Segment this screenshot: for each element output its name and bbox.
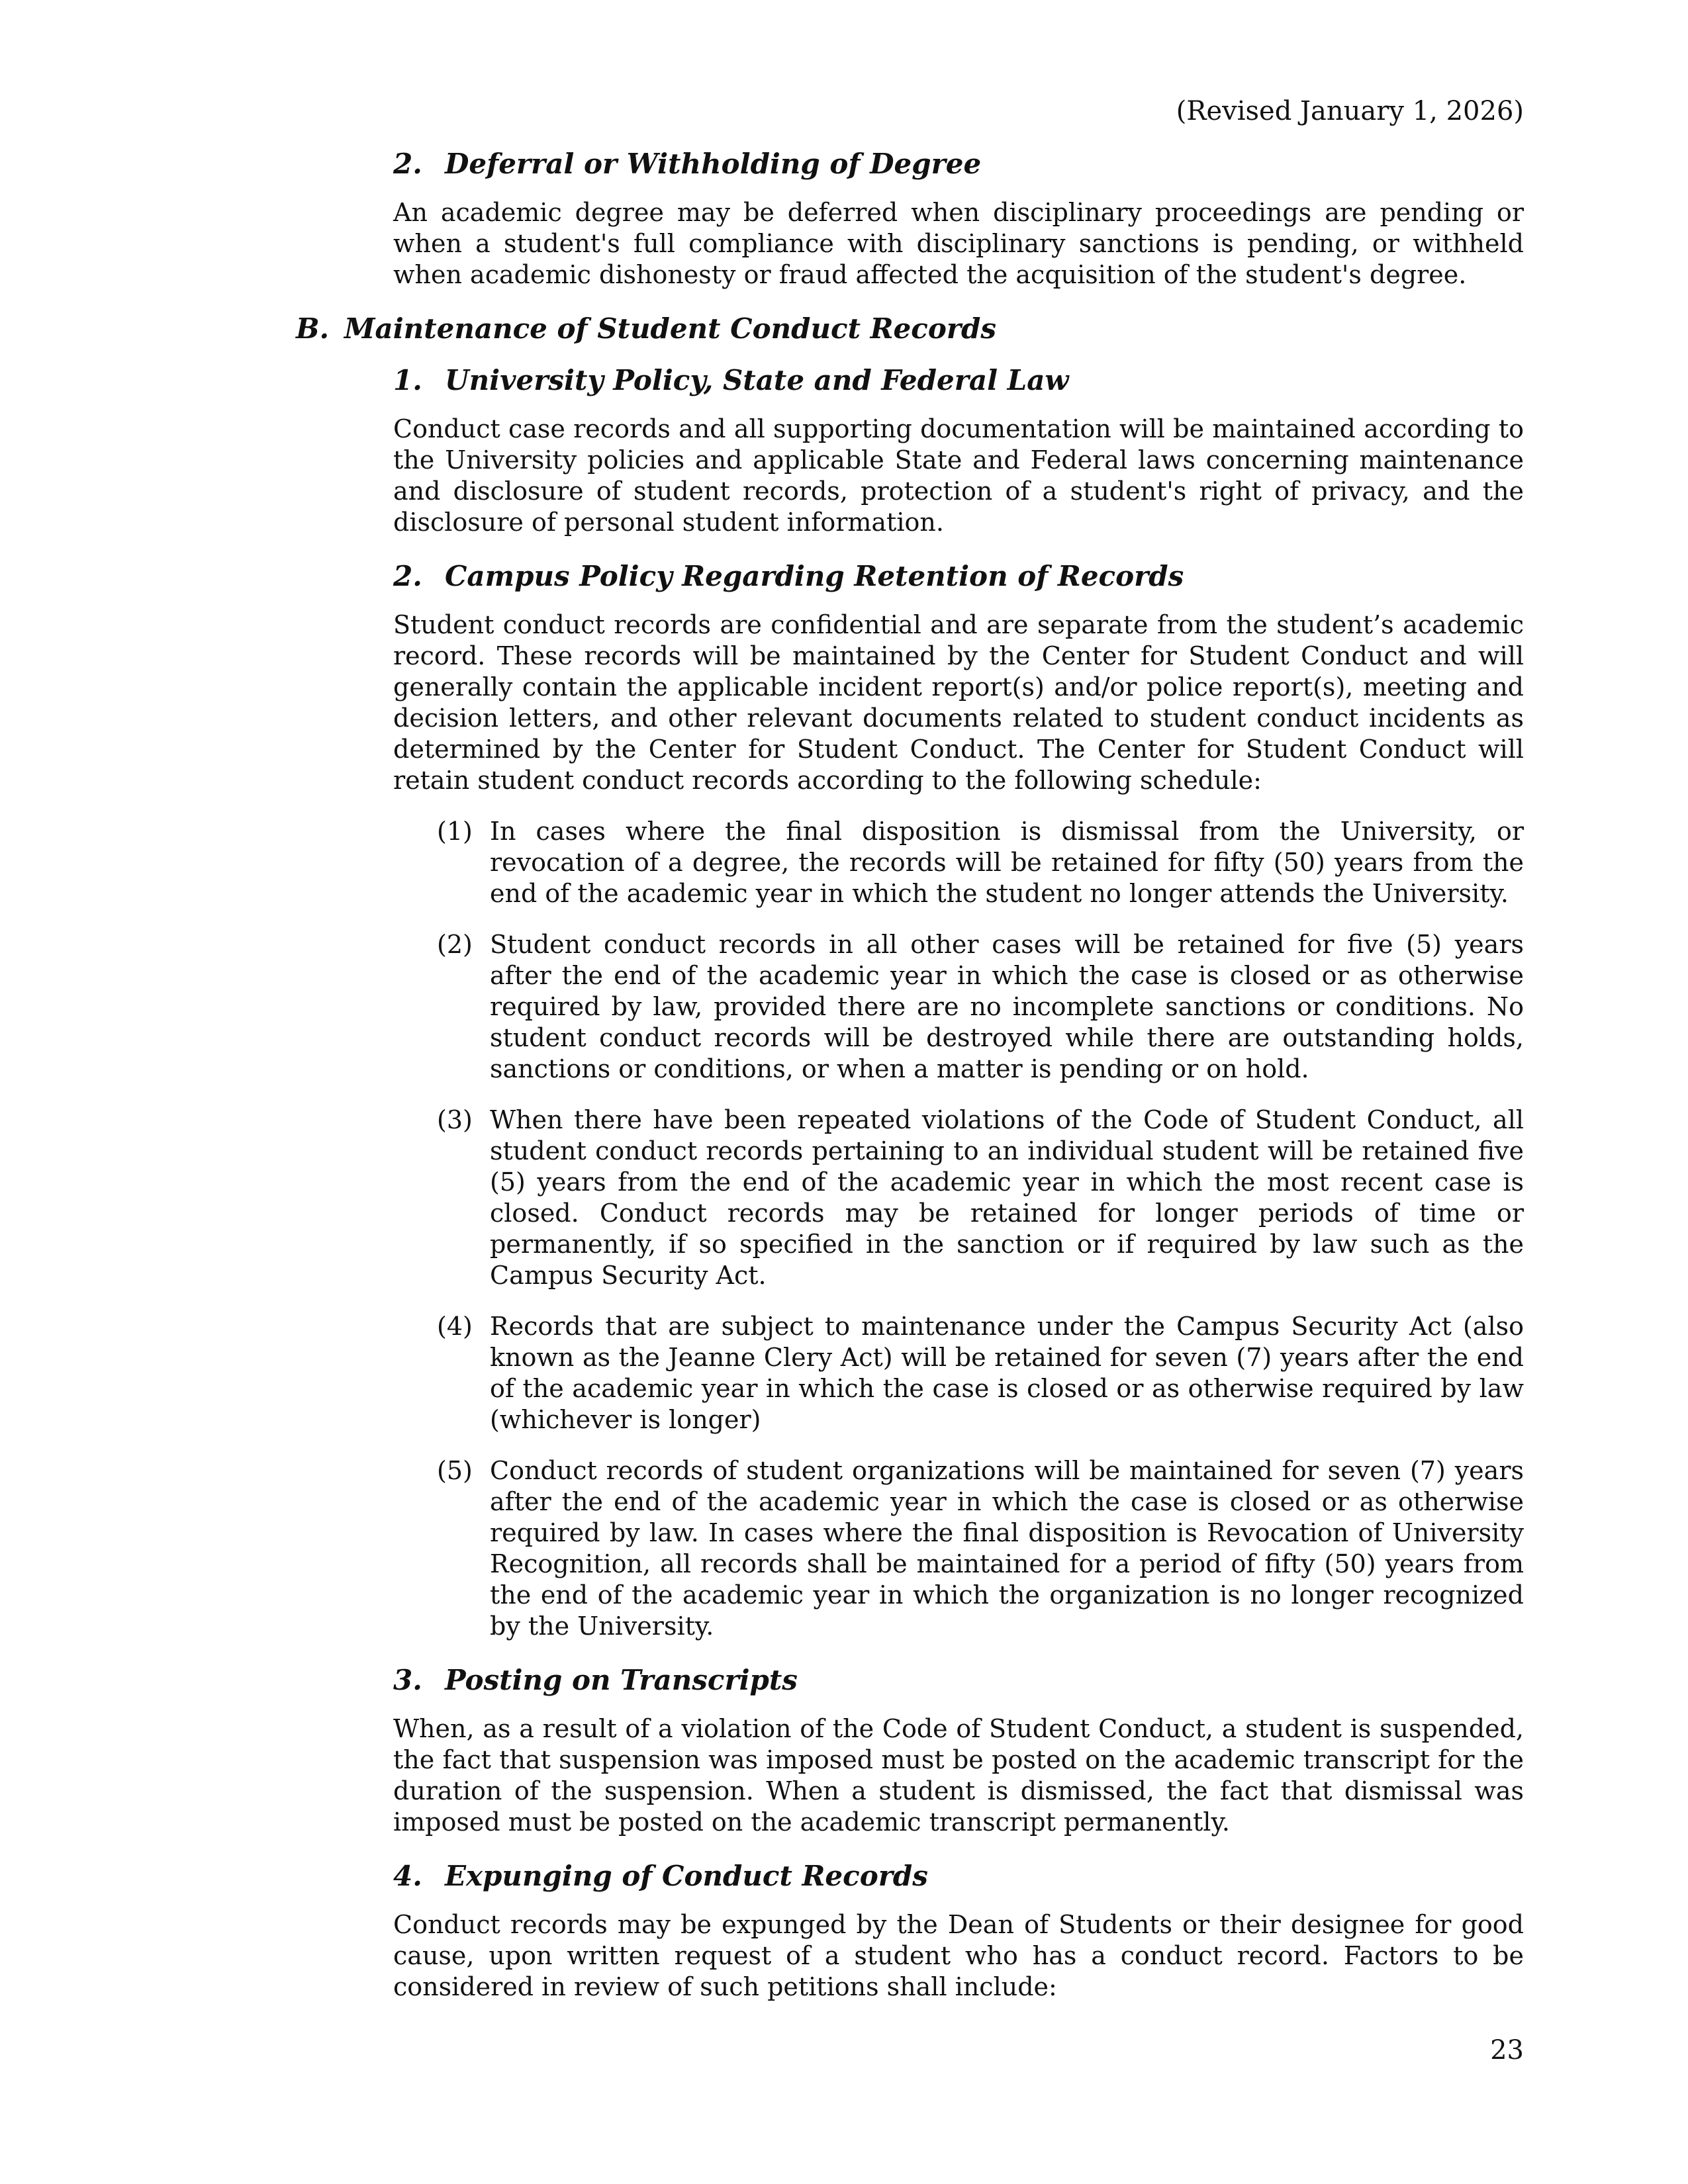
list-item: [437, 816, 1524, 909]
revision-date: (Revised January 1, 2026): [1176, 96, 1524, 126]
list-item-text: In cases where the final disposition is dismissal from the University, or revocation of a degree, the records will be retained for fifty (50) years from the end of the academic year in which the student no longer attends the University.: [490, 817, 1524, 908]
section-heading-expunging: [393, 1858, 1688, 1895]
section-number: 3.: [393, 1664, 422, 1696]
list-marker: (3): [437, 1105, 473, 1134]
section-number: 1.: [393, 364, 422, 396]
deferral-paragraph: An academic degree may be deferred when disciplinary proceedings are pending or when a student's full compliance with disciplinary sanctions is pending, or withheld when academic dishonesty or fraud affected the acquisition of the student's degree.: [393, 198, 1524, 289]
section-number: 2.: [393, 560, 422, 592]
list-item-text: Student conduct records in all other cases will be retained for five (5) years after the end of the academic year in which the case is closed or as otherwise required by law, provided there are no incomplete sanctions or conditions. No student conduct records will be destroyed while there are outstanding holds, sanctions or conditions, or when a matter is pending or on hold.: [490, 930, 1524, 1083]
list-marker: (5): [437, 1456, 473, 1485]
expunging-paragraph: Conduct records may be expunged by the Dean of Students or their designee for good cause, upon written request of a student who has a conduct record. Factors to be considered in review of such petitions shall include:: [393, 1910, 1524, 2001]
page-content: [0, 146, 1688, 2003]
section-number: 2.: [393, 148, 422, 180]
section-number: 4.: [393, 1860, 422, 1892]
list-marker: (1): [437, 817, 473, 846]
section-title: Deferral or Withholding of Degree: [445, 148, 982, 180]
section-heading-policy: [393, 362, 1688, 399]
section-title: Posting on Transcripts: [445, 1664, 798, 1696]
section-title: Maintenance of Student Conduct Records: [344, 312, 996, 345]
list-item: [437, 1105, 1524, 1291]
list-item: [437, 1455, 1524, 1642]
section-number: B.: [296, 312, 330, 345]
section-heading-retention: [393, 558, 1688, 595]
list-item-text: Conduct records of student organizations will be maintained for seven (7) years after the end of the academic year in which the case is closed or as otherwise required by law. In cases where the final disposition is Revocation of University Recognition, all records shall be maintained for a period of fifty (50) years from the end of the academic year in which the organization is no longer recognized by the University.: [490, 1456, 1524, 1641]
list-marker: (2): [437, 930, 473, 959]
section-heading-deferral: [393, 146, 1688, 183]
page-number: 23: [1490, 2035, 1524, 2066]
policy-paragraph: Conduct case records and all supporting documentation will be maintained according to the University policies and applicable State and Federal laws concerning maintenance and disclosure of student records, protection of a student's right of privacy, and the disclosure of personal student information.: [393, 414, 1524, 537]
list-item: [437, 929, 1524, 1085]
retention-schedule-list: [437, 816, 1524, 1642]
section-title: Expunging of Conduct Records: [445, 1860, 928, 1892]
section-title: University Policy, State and Federal Law: [445, 364, 1069, 396]
retention-paragraph: Student conduct records are confidential and are separate from the student’s academic record. These records will be maintained by the Center for Student Conduct and will generally contain the applicable incident report(s) and/or police report(s), meeting and decision letters, and other relevant documents related to student conduct incidents as determined by the Center for Student Conduct. The Center for Student Conduct will retain student conduct records according to the following schedule:: [393, 610, 1524, 795]
transcripts-paragraph: When, as a result of a violation of the Code of Student Conduct, a student is suspended, the fact that suspension was imposed must be posted on the academic transcript for the duration of the suspension. When a student is dismissed, the fact that dismissal was imposed must be posted on the academic transcript permanently.: [393, 1714, 1524, 1837]
section-heading-maintenance: [296, 310, 1688, 347]
list-item-text: Records that are subject to maintenance under the Campus Security Act (also known as the Jeanne Clery Act) will be retained for seven (7) years after the end of the academic year in which the case is closed or as otherwise required by law (whichever is longer): [490, 1312, 1524, 1434]
list-marker: (4): [437, 1312, 473, 1341]
section-heading-transcripts: [393, 1662, 1688, 1699]
list-item: [437, 1311, 1524, 1435]
list-item-text: When there have been repeated violations of the Code of Student Conduct, all student conduct records pertaining to an individual student will be retained five (5) years from the end of the academic year in which the most recent case is closed. Conduct records may be retained for longer periods of time or permanently, if so specified in the sanction or if required by law such as the Campus Security Act.: [490, 1105, 1524, 1290]
section-title: Campus Policy Regarding Retention of Records: [445, 560, 1184, 592]
